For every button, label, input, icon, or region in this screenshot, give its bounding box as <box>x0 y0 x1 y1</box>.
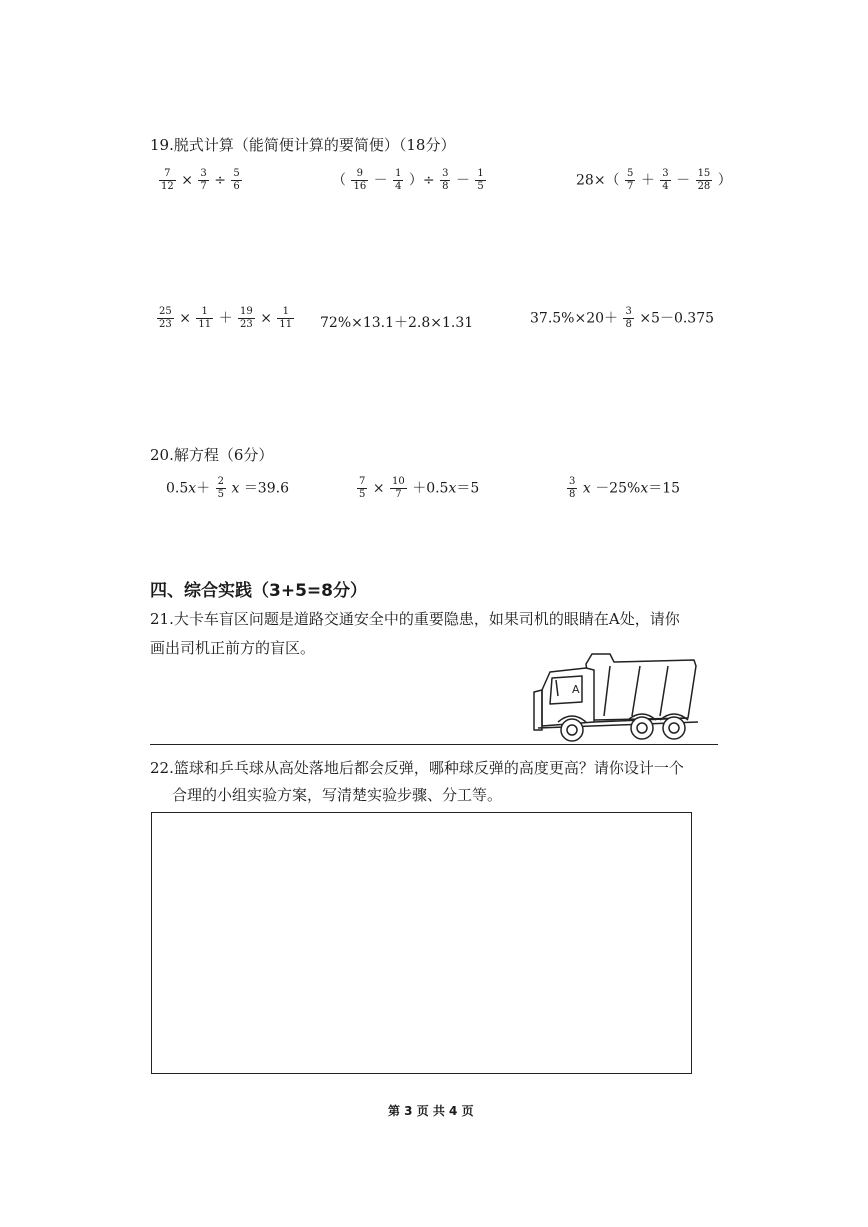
fraction: $\frac{25}{23}$ <box>159 306 172 330</box>
fraction: $\frac{1}{11}$ <box>198 306 212 330</box>
fraction: $\frac{3}{8}$ <box>442 168 449 192</box>
q19-expression-2: （ $\frac{9}{16}$ － $\frac{1}{4}$ ）÷ $\frac{3}{8}$ － $\frac{1}{5}$ <box>332 168 484 192</box>
fraction: $\frac{19}{23}$ <box>240 306 253 330</box>
section-heading: 四、综合实践（3+5=8分） <box>150 581 367 601</box>
answer-box[interactable] <box>151 812 692 1074</box>
fraction: $\frac{3}{8}$ <box>625 306 632 330</box>
q20-equation-3: $\frac{3}{8}$ x －25%x＝15 <box>569 476 681 500</box>
q20-equation-2: $\frac{7}{5}$ × $\frac{10}{7}$ ＋0.5x＝5 <box>359 476 480 500</box>
fraction: $\frac{10}{7}$ <box>392 476 405 500</box>
fraction: $\frac{3}{7}$ <box>200 168 207 192</box>
fraction: $\frac{3}{4}$ <box>662 168 669 192</box>
fraction: $\frac{9}{16}$ <box>353 168 367 192</box>
fraction: $\frac{15}{28}$ <box>697 168 711 192</box>
dump-truck-illustration <box>528 650 704 746</box>
fraction: $\frac{7}{5}$ <box>359 476 366 500</box>
fraction: $\frac{5}{7}$ <box>627 168 634 192</box>
q19-expression-5: 72%×13.1＋2.8×1.31 <box>320 315 474 331</box>
q19-heading: 19.脱式计算（能简便计算的要简便）（18分） <box>150 136 456 154</box>
q22-text-line-1: 22.篮球和乒乓球从高处落地后都会反弹，哪种球反弹的高度更高？请你设计一个 <box>150 759 684 777</box>
fraction: $\frac{2}{5}$ <box>217 476 224 500</box>
fraction: $\frac{1}{5}$ <box>477 168 484 192</box>
q19-expression-4: $\frac{25}{23}$ × $\frac{1}{11}$ ＋ $\frac{19}{23}$ × $\frac{1}{11}$ <box>159 306 293 330</box>
page-footer: 第 3 页 共 4 页 <box>388 1104 474 1118</box>
eye-point-label: A <box>572 683 580 696</box>
q21-text-line-1: 21.大卡车盲区问题是道路交通安全中的重要隐患，如果司机的眼睛在A处，请你 <box>150 610 680 628</box>
q20-heading: 20.解方程（6分） <box>150 446 274 464</box>
fraction: $\frac{7}{12}$ <box>161 168 174 192</box>
q19-expression-1: $\frac{7}{12}$ × $\frac{3}{7}$ ÷ $\frac{5}{6}$ <box>161 168 240 192</box>
q22-text-line-2: 合理的小组实验方案，写清楚实验步骤、分工等。 <box>172 786 503 804</box>
fraction: $\frac{3}{8}$ <box>569 476 576 500</box>
q20-equation-1: 0.5x＋ $\frac{2}{5}$ x ＝39.6 <box>166 476 289 500</box>
fraction: $\frac{5}{6}$ <box>233 168 240 192</box>
q19-expression-3: 28×（ $\frac{5}{7}$ ＋ $\frac{3}{4}$ － $\frac{15}{28}$ ） <box>576 168 732 192</box>
q19-expression-6: 37.5%×20＋ $\frac{3}{8}$ ×5－0.375 <box>530 306 715 330</box>
fraction: $\frac{1}{4}$ <box>395 168 402 192</box>
fraction: $\frac{1}{11}$ <box>279 306 293 330</box>
q21-text-line-2: 画出司机正前方的盲区。 <box>150 639 316 657</box>
